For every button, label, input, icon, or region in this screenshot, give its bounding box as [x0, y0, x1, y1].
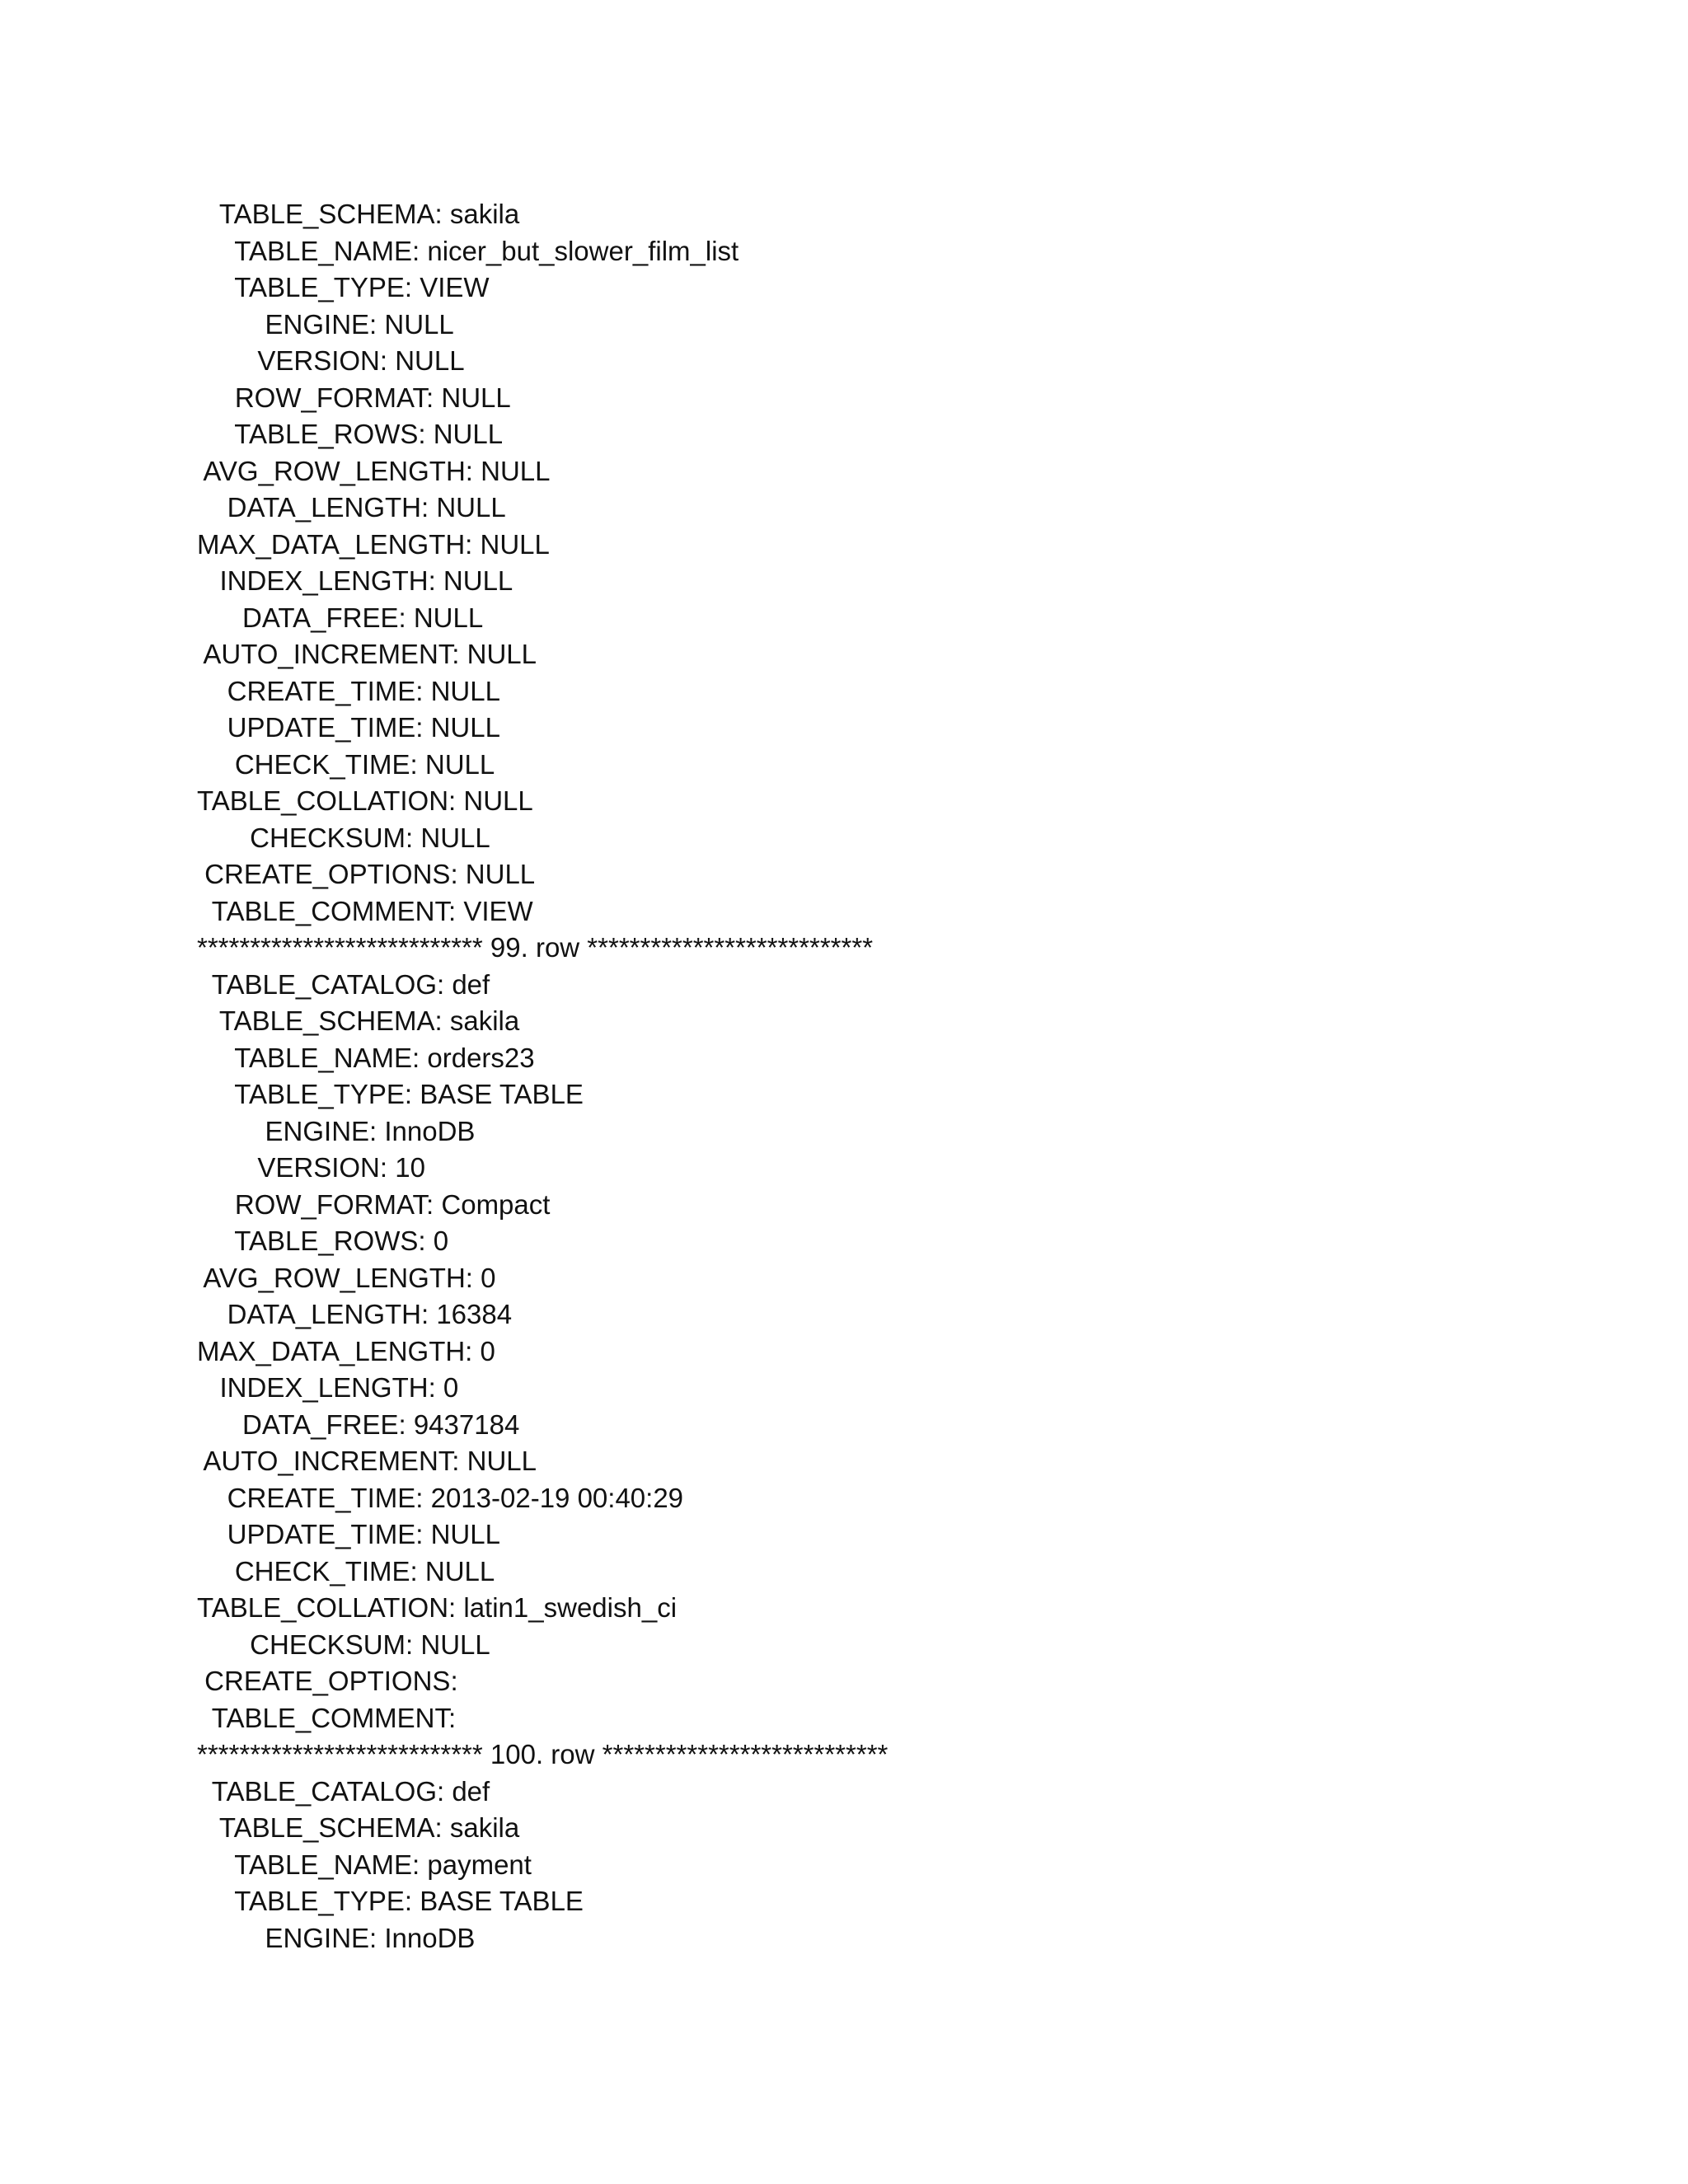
text-line: TABLE_SCHEMA: sakila	[197, 1005, 520, 1036]
text-line: TABLE_COLLATION: latin1_swedish_ci	[197, 1592, 678, 1623]
text-line: TABLE_COMMENT:	[197, 1703, 464, 1733]
text-line: TABLE_SCHEMA: sakila	[197, 1812, 520, 1843]
text-line: AUTO_INCREMENT: NULL	[197, 1446, 537, 1476]
text-line: DATA_LENGTH: 16384	[197, 1299, 513, 1329]
text-line: CHECKSUM: NULL	[197, 823, 490, 853]
text-line: TABLE_ROWS: NULL	[197, 419, 504, 449]
text-line: CHECK_TIME: NULL	[197, 749, 495, 780]
text-line: ENGINE: InnoDB	[197, 1923, 476, 1953]
text-line: TABLE_COLLATION: NULL	[197, 785, 533, 816]
text-line: CREATE_OPTIONS: NULL	[197, 859, 536, 889]
text-line: TABLE_NAME: payment	[197, 1849, 532, 1880]
text-line: TABLE_ROWS: 0	[197, 1226, 449, 1256]
text-line: UPDATE_TIME: NULL	[197, 712, 500, 743]
text-line: CREATE_TIME: 2013-02-19 00:40:29	[197, 1483, 684, 1513]
text-line: MAX_DATA_LENGTH: NULL	[197, 529, 550, 560]
text-line: TABLE_CATALOG: def	[197, 1776, 490, 1807]
text-line: TABLE_COMMENT: VIEW	[197, 896, 533, 926]
text-line: TABLE_TYPE: BASE TABLE	[197, 1079, 584, 1109]
text-line: UPDATE_TIME: NULL	[197, 1519, 500, 1549]
text-line: VERSION: 10	[197, 1152, 425, 1183]
row-separator: *************************** 99. row ***************************	[197, 932, 874, 963]
text-line: ROW_FORMAT: Compact	[197, 1189, 551, 1220]
text-line: INDEX_LENGTH: 0	[197, 1372, 459, 1403]
text-line: CREATE_TIME: NULL	[197, 676, 500, 706]
text-line: TABLE_CATALOG: def	[197, 969, 490, 1000]
text-line: ENGINE: NULL	[197, 309, 454, 340]
row-separator: *************************** 100. row ***************************	[197, 1739, 889, 1769]
text-line: CHECKSUM: NULL	[197, 1629, 490, 1660]
text-line: ENGINE: InnoDB	[197, 1116, 476, 1146]
text-line: AVG_ROW_LENGTH: NULL	[197, 456, 551, 486]
text-line: TABLE_TYPE: VIEW	[197, 272, 490, 302]
text-line: TABLE_NAME: nicer_but_slower_film_list	[197, 236, 739, 266]
text-line: DATA_LENGTH: NULL	[197, 492, 506, 523]
text-line: VERSION: NULL	[197, 345, 465, 376]
text-line: MAX_DATA_LENGTH: 0	[197, 1336, 495, 1366]
text-line: AUTO_INCREMENT: NULL	[197, 639, 537, 669]
text-line: ROW_FORMAT: NULL	[197, 382, 511, 413]
text-line: TABLE_TYPE: BASE TABLE	[197, 1886, 584, 1916]
text-line: TABLE_NAME: orders23	[197, 1043, 535, 1073]
text-line: CHECK_TIME: NULL	[197, 1556, 495, 1586]
text-line: TABLE_SCHEMA: sakila	[197, 199, 520, 229]
text-line: INDEX_LENGTH: NULL	[197, 565, 513, 596]
text-line: DATA_FREE: NULL	[197, 602, 484, 633]
text-line: CREATE_OPTIONS:	[197, 1666, 466, 1696]
text-line: DATA_FREE: 9437184	[197, 1409, 520, 1440]
text-line: AVG_ROW_LENGTH: 0	[197, 1263, 496, 1293]
